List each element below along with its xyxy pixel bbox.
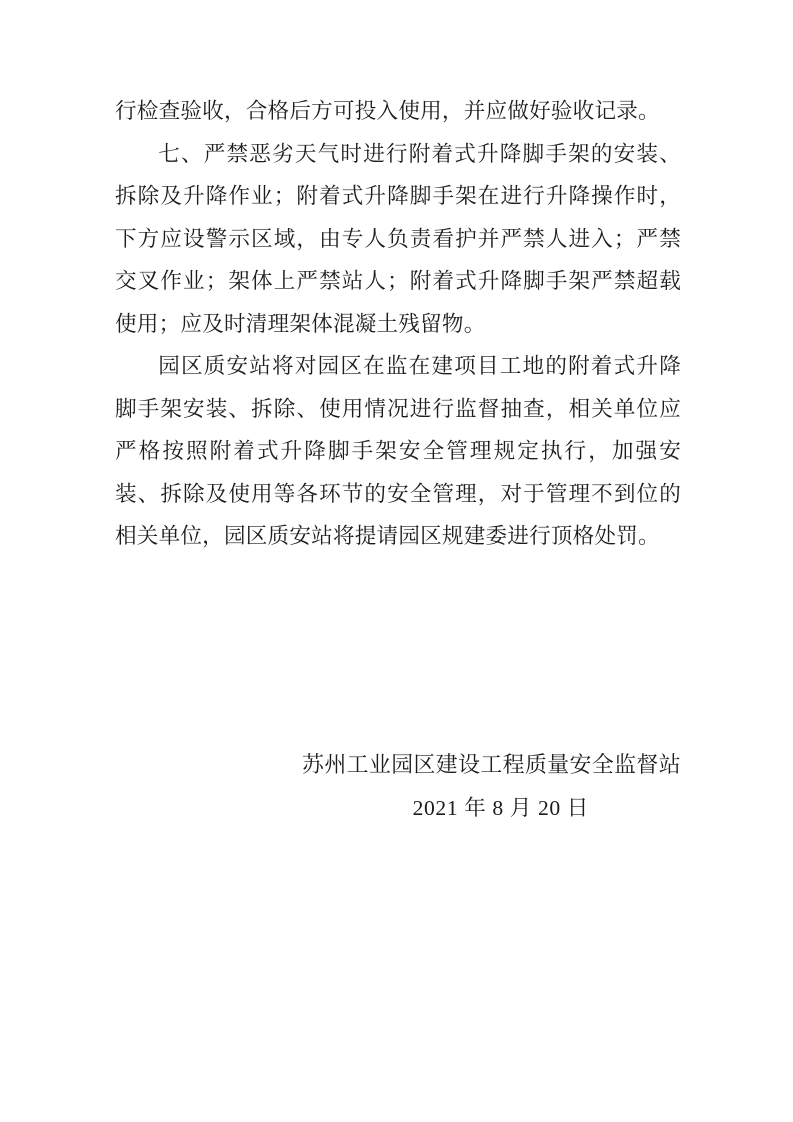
document-body <box>115 90 681 558</box>
signature-block <box>115 744 681 829</box>
issue-date: 2021 年 8 月 20 日 <box>412 795 589 820</box>
issuer-name: 苏州工业园区建设工程质量安全监督站 <box>302 752 681 777</box>
paragraph-item-seven: 七、严禁恶劣天气时进行附着式升降脚手架的安装、拆除及升降作业；附着式升降脚手架在进行升降操作时，下方应设警示区域，由专人负责看护并严禁人进入；严禁交叉作业；架体上严禁站人；附着式升降脚手架严禁超载使用；应及时清理架体混凝土残留物。 <box>115 141 681 336</box>
paragraph-supervision-note: 园区质安站将对园区在监在建项目工地的附着式升降脚手架安装、拆除、使用情况进行监督抽查，相关单位应严格按照附着式升降脚手架安全管理规定执行，加强安装、拆除及使用等各环节的安全管理，对于管理不到位的相关单位，园区质安站将提请园区规建委进行顶格处罚。 <box>115 354 681 548</box>
paragraph-continuation: 行检查验收，合格后方可投入使用，并应做好验收记录。 <box>115 99 660 123</box>
